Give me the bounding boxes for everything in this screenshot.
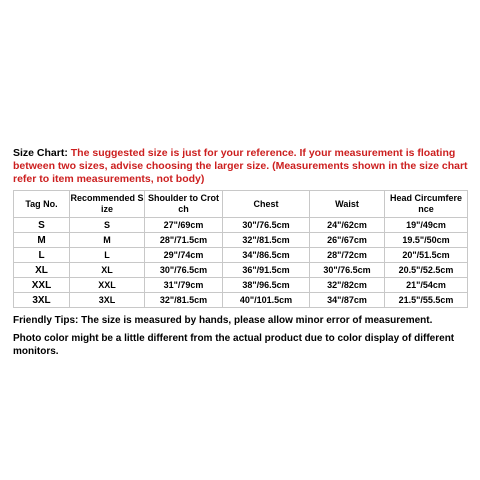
- cell-tag: XL: [14, 263, 70, 278]
- cell-shoulder: 30"/76.5cm: [145, 263, 223, 278]
- size-chart-label: Size Chart:: [13, 147, 68, 159]
- cell-waist: 30"/76.5cm: [310, 263, 385, 278]
- cell-tag: XXL: [14, 278, 70, 293]
- cell-tag: L: [14, 248, 70, 263]
- cell-head: 20.5"/52.5cm: [385, 263, 468, 278]
- cell-head: 21.5"/55.5cm: [385, 293, 468, 308]
- header-recommended-size: Recommended S ize: [70, 191, 145, 218]
- table-row: [14, 218, 468, 233]
- photo-color-note: Photo color might be a little different from the actual product due to color display of different monitors.: [13, 333, 455, 357]
- cell-shoulder: 31"/79cm: [145, 278, 223, 293]
- cell-waist: 24"/62cm: [310, 218, 385, 233]
- cell-shoulder: 27"/69cm: [145, 218, 223, 233]
- cell-waist: 34"/87cm: [310, 293, 385, 308]
- cell-waist: 32"/82cm: [310, 278, 385, 293]
- cell-head: 20"/51.5cm: [385, 248, 468, 263]
- size-advice-note: The suggested size is just for your reference. If your measurement is floating between two sizes, advise choosing the larger size. (Measurements shown in the size chart refer to item measurements, not body): [13, 147, 468, 185]
- cell-recommended: 3XL: [70, 293, 145, 308]
- cell-chest: 38"/96.5cm: [223, 278, 310, 293]
- cell-recommended: XXL: [70, 278, 145, 293]
- cell-recommended: XL: [70, 263, 145, 278]
- cell-waist: 26"/67cm: [310, 233, 385, 248]
- cell-head: 19"/49cm: [385, 218, 468, 233]
- table-row: [14, 248, 468, 263]
- cell-chest: 30"/76.5cm: [223, 218, 310, 233]
- cell-shoulder: 32"/81.5cm: [145, 293, 223, 308]
- cell-chest: 36"/91.5cm: [223, 263, 310, 278]
- cell-tag: M: [14, 233, 70, 248]
- friendly-tips: Friendly Tips: The size is measured by hands, please allow minor error of measurement.: [13, 315, 433, 326]
- cell-recommended: L: [70, 248, 145, 263]
- cell-tag: S: [14, 218, 70, 233]
- table-row: [14, 233, 468, 248]
- cell-shoulder: 28"/71.5cm: [145, 233, 223, 248]
- table-row: [14, 278, 468, 293]
- cell-recommended: M: [70, 233, 145, 248]
- header-row: [14, 191, 468, 218]
- cell-chest: 34"/86.5cm: [223, 248, 310, 263]
- cell-waist: 28"/72cm: [310, 248, 385, 263]
- table-row: [14, 263, 468, 278]
- size-chart-document: [13, 147, 468, 358]
- header-tag-no: Tag No.: [14, 191, 70, 218]
- cell-head: 19.5"/50cm: [385, 233, 468, 248]
- cell-chest: 32"/81.5cm: [223, 233, 310, 248]
- cell-chest: 40"/101.5cm: [223, 293, 310, 308]
- header-shoulder-to-crotch: Shoulder to Crot ch: [145, 191, 223, 218]
- cell-tag: 3XL: [14, 293, 70, 308]
- header-waist: Waist: [310, 191, 385, 218]
- header-chest: Chest: [223, 191, 310, 218]
- cell-recommended: S: [70, 218, 145, 233]
- header-head-circumference: Head Circumfere nce: [385, 191, 468, 218]
- size-chart-intro: [13, 147, 468, 186]
- size-chart-table: [13, 190, 468, 308]
- cell-shoulder: 29"/74cm: [145, 248, 223, 263]
- cell-head: 21"/54cm: [385, 278, 468, 293]
- table-row: [14, 293, 468, 308]
